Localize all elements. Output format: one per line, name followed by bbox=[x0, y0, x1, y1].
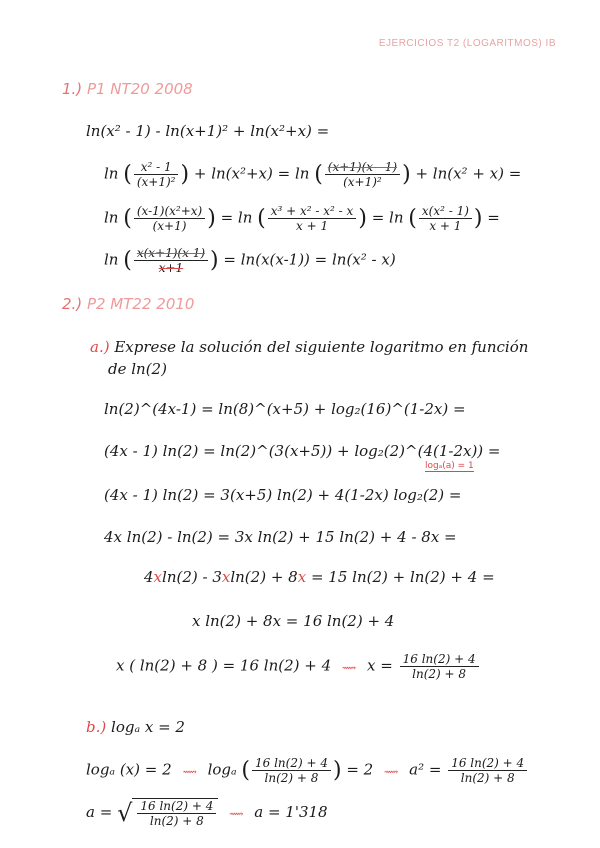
s2-a-line-7 bbox=[116, 652, 481, 681]
s2-b1-den: ln(2) + 8 bbox=[264, 771, 319, 785]
s1-l3-den: (x+1) bbox=[152, 219, 187, 233]
s2-b1-b: logₐ bbox=[207, 760, 237, 779]
s2-a5-mid2: ln(2) + 8 bbox=[230, 568, 298, 586]
s1-l2-frac2 bbox=[325, 160, 400, 189]
s2-b2-root bbox=[132, 798, 218, 828]
s2-part-a-label: a.) bbox=[90, 338, 110, 356]
s1-line-2: ln ( $\frac{\text{x² - 1}}{\text{(x+1)²}}$ ) + ln(x²+x) = ln ( $\frac{(x+1)(x - 1)}{\text{(x+1)²}}$ ) + ln(x² + x) = bbox=[104, 160, 522, 189]
section-2-heading bbox=[62, 295, 194, 313]
s2-b2-den: ln(2) + 8 bbox=[149, 814, 204, 828]
s2-a5-mid: ln(2) - 3 bbox=[162, 568, 222, 586]
section-1-number: 1.) bbox=[62, 80, 83, 98]
s1-l4-a: ln bbox=[104, 250, 119, 269]
s2-a7-den: ln(2) + 8 bbox=[412, 667, 467, 681]
s2-part-a-line2: de ln(2) bbox=[108, 360, 167, 378]
s2-b1-den2: ln(2) + 8 bbox=[460, 771, 515, 785]
s2-part-a-line1 bbox=[90, 338, 528, 356]
s1-line-1: ln(x² - 1) - ln(x+1)² + ln(x²+x) = bbox=[86, 122, 330, 140]
s1-l4-den: x+1 bbox=[158, 261, 184, 275]
s2-b1-frac2 bbox=[448, 756, 527, 785]
s1-l2-c: + ln(x² + x) = bbox=[415, 164, 522, 183]
s2-b2-arrow: ⟿ bbox=[229, 809, 244, 820]
sqrt-icon: √ bbox=[117, 799, 133, 827]
s2-a7-num: 16 ln(2) + 4 bbox=[400, 652, 479, 667]
s2-b1-c: = 2 bbox=[346, 760, 374, 779]
s1-l2-den2: (x+1)² bbox=[343, 175, 382, 189]
s1-l3-frac1 bbox=[134, 204, 205, 233]
s2-a5-post: = 15 ln(2) + ln(2) + 4 = bbox=[310, 568, 495, 586]
s1-l3-b: = ln bbox=[220, 208, 253, 227]
s2-b2-b: a = 1'318 bbox=[254, 803, 328, 821]
s1-line-3: ln ( $\frac{\text{(x-1)(x²+x)}}{(x+1)}$ ) = ln ( $\frac{\text{x³ + x² - x² - x}}{x + 1}$ ) = ln ( $\frac{\text{x(x² - 1)}}{x + 1}$ ) = bbox=[104, 204, 500, 233]
page-header: EJERCICIOS T2 (LOGARITMOS) IB bbox=[378, 38, 556, 49]
s2-a-line-5 bbox=[144, 568, 495, 586]
s1-l3-num: (x-1)(x²+x) bbox=[134, 204, 205, 219]
s1-l2-num: x² - 1 bbox=[134, 160, 179, 175]
section-1-heading bbox=[62, 80, 193, 98]
s2-part-b-line bbox=[86, 718, 185, 736]
s2-b2-num: 16 ln(2) + 4 bbox=[137, 799, 216, 814]
s1-l3-num3: x(x² - 1) bbox=[419, 204, 472, 219]
s1-l3-frac2 bbox=[268, 204, 357, 233]
s2-b2-a: a = bbox=[86, 803, 113, 821]
s2-b2-frac bbox=[137, 799, 216, 828]
s2-b-line-1: logₐ (x) = 2 ⟿ logₐ ( $\frac{16 \ln(2) + 4}{\ln(2) + 8}$ ) = 2 ⟿ a² = $\frac{16 \ln(2) + 4}{\ln(2) + 8}$ bbox=[86, 756, 529, 785]
s2-b1-arrow1: ⟿ bbox=[182, 766, 197, 778]
s2-b1-frac1 bbox=[252, 756, 331, 785]
s2-a7-a: x ( ln(2) + 8 ) = 16 ln(2) + 4 bbox=[116, 656, 332, 675]
s1-l2-num2: (x+1)(x - 1) bbox=[325, 160, 400, 175]
s2-note: logₐ(a) = 1 bbox=[425, 461, 474, 471]
s2-b-line-2 bbox=[86, 798, 328, 828]
s2-b1-num2: 16 ln(2) + 4 bbox=[448, 756, 527, 771]
section-1-title: P1 NT20 2008 bbox=[86, 80, 193, 98]
s1-l4-frac bbox=[134, 246, 208, 275]
s2-a5-x1: x bbox=[153, 568, 163, 586]
s2-a7-frac bbox=[400, 652, 479, 681]
s1-l4-num: x(x+1)(x-1) bbox=[134, 246, 208, 261]
s1-l3-c: = ln bbox=[371, 208, 404, 227]
s1-l2-b: + ln(x²+x) = ln bbox=[193, 164, 310, 183]
s2-a7-arrow: ⟿ bbox=[341, 662, 357, 674]
s1-l2-den: (x+1)² bbox=[136, 175, 176, 189]
s2-b1-num: 16 ln(2) + 4 bbox=[252, 756, 331, 771]
s2-a-line-3: (4x - 1) ln(2) = 3(x+5) ln(2) + 4(1-2x) log₂(2) = bbox=[104, 486, 462, 504]
s1-line-4: ln ( $\frac{x(x+1)(x-1)}{x+1}$ ) = ln(x(x-1)) = ln(x² - x) bbox=[104, 246, 396, 275]
s2-b1-d: a² = bbox=[409, 760, 442, 779]
s2-a5-pre: 4 bbox=[144, 568, 154, 586]
s1-l3-a: ln bbox=[104, 208, 119, 227]
section-2-title: P2 MT22 2010 bbox=[86, 295, 195, 313]
s2-b1-a: logₐ (x) = 2 bbox=[86, 760, 172, 779]
section-2-number: 2.) bbox=[62, 295, 83, 313]
s2-a-line-2: (4x - 1) ln(2) = ln(2)^(3(x+5)) + log₂(2)^(4(1-2x)) = bbox=[104, 442, 501, 460]
s1-l3-frac3 bbox=[419, 204, 472, 233]
s2-a5-x3: x bbox=[297, 568, 307, 586]
s2-part-a-text1: Exprese la solución del siguiente logaritmo en función bbox=[114, 338, 529, 356]
s2-a-line-1: ln(2)^(4x-1) = ln(8)^(x+5) + log₂(16)^(1-2x) = bbox=[104, 400, 466, 418]
s2-a5-x2: x bbox=[221, 568, 231, 586]
s1-l2-frac1 bbox=[134, 160, 179, 189]
s2-part-b-label: b.) bbox=[86, 718, 107, 736]
s1-l3-d: = bbox=[487, 208, 500, 227]
s1-l3-den2: x + 1 bbox=[296, 219, 329, 233]
s2-part-b-text: logₐ x = 2 bbox=[111, 718, 185, 736]
s1-l3-num2: x³ + x² - x² - x bbox=[268, 204, 357, 219]
s2-b1-arrow2: ⟿ bbox=[384, 766, 399, 778]
s2-a-line-4: 4x ln(2) - ln(2) = 3x ln(2) + 15 ln(2) + 4 - 8x = bbox=[104, 528, 457, 546]
s2-a7-b: x = bbox=[367, 656, 393, 675]
s2-a-line-6: x ln(2) + 8x = 16 ln(2) + 4 bbox=[192, 612, 395, 630]
s1-l4-b: = ln(x(x-1)) = ln(x² - x) bbox=[223, 250, 396, 269]
s1-l2-a: ln bbox=[104, 164, 119, 183]
s1-l3-den3: x + 1 bbox=[429, 219, 462, 233]
